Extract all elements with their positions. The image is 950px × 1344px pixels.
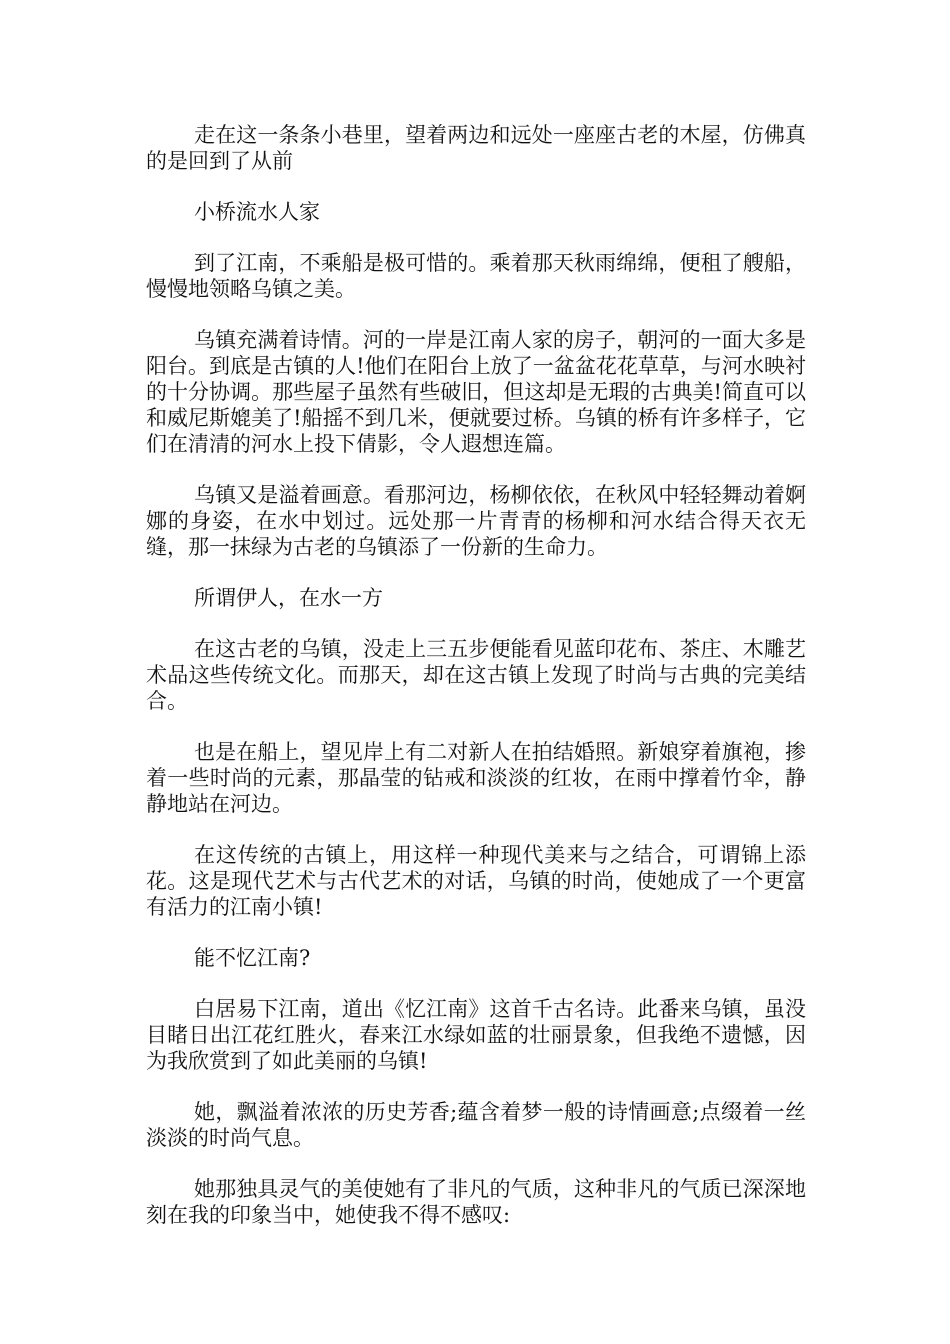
paragraph-closing: 她那独具灵气的美使她有了非凡的气质，这种非凡的气质已深深地刻在我的印象当中，她使我不得不感叹: (146, 1177, 806, 1227)
document-body (146, 122, 806, 1253)
paragraph-modern: 在这传统的古镇上，用这样一种现代美来与之结合，可谓锦上添花。这是现代艺术与古代艺术的对话，乌镇的时尚，使她成了一个更富有活力的江南小镇! (146, 843, 806, 919)
paragraph-painting: 乌镇又是溢着画意。看那河边，杨柳依依，在秋风中轻轻舞动着婀娜的身姿，在水中划过。远处那一片青青的杨柳和河水结合得天衣无缝，那一抹绿为古老的乌镇添了一份新的生命力。 (146, 483, 806, 559)
paragraph-fragrance: 她，飘溢着浓浓的历史芳香;蕴含着梦一般的诗情画意;点缀着一丝淡淡的时尚气息。 (146, 1100, 806, 1150)
paragraph-culture: 在这古老的乌镇，没走上三五步便能看见蓝印花布、茶庄、木雕艺术品这些传统文化。而那天，却在这古镇上发现了时尚与古典的完美结合。 (146, 637, 806, 713)
paragraph-poetry: 乌镇充满着诗情。河的一岸是江南人家的房子，朝河的一面大多是阳台。到底是古镇的人!他们在阳台上放了一盆盆花花草草，与河水映衬的十分协调。那些屋子虽然有些破旧，但这却是无瑕的古典美!简直可以和威尼斯媲美了!船摇不到几米，便就要过桥。乌镇的桥有许多样子，它们在清清的河水上投下倩影，令人遐想连篇。 (146, 328, 806, 456)
paragraph-baijuyi: 白居易下江南，道出《忆江南》这首千古名诗。此番来乌镇，虽没目睹日出江花红胜火，春来江水绿如蓝的壮丽景象，但我绝不遗憾，因为我欣赏到了如此美丽的乌镇! (146, 997, 806, 1073)
section-heading-bridge: 小桥流水人家 (194, 200, 320, 224)
section-heading-remember: 能不忆江南? (194, 946, 311, 970)
paragraph-wedding: 也是在船上，望见岸上有二对新人在拍结婚照。新娘穿着旗袍，掺着一些时尚的元素，那晶莹的钻戒和淡淡的红妆，在雨中撑着竹伞，静静地站在河边。 (146, 740, 806, 816)
paragraph-alley: 走在这一条条小巷里，望着两边和远处一座座古老的木屋，仿佛真的是回到了从前 (146, 123, 806, 173)
section-heading-beauty: 所谓伊人，在水一方 (194, 586, 383, 610)
paragraph-boat: 到了江南，不乘船是极可惜的。乘着那天秋雨绵绵，便租了艘船，慢慢地领略乌镇之美。 (146, 251, 806, 301)
